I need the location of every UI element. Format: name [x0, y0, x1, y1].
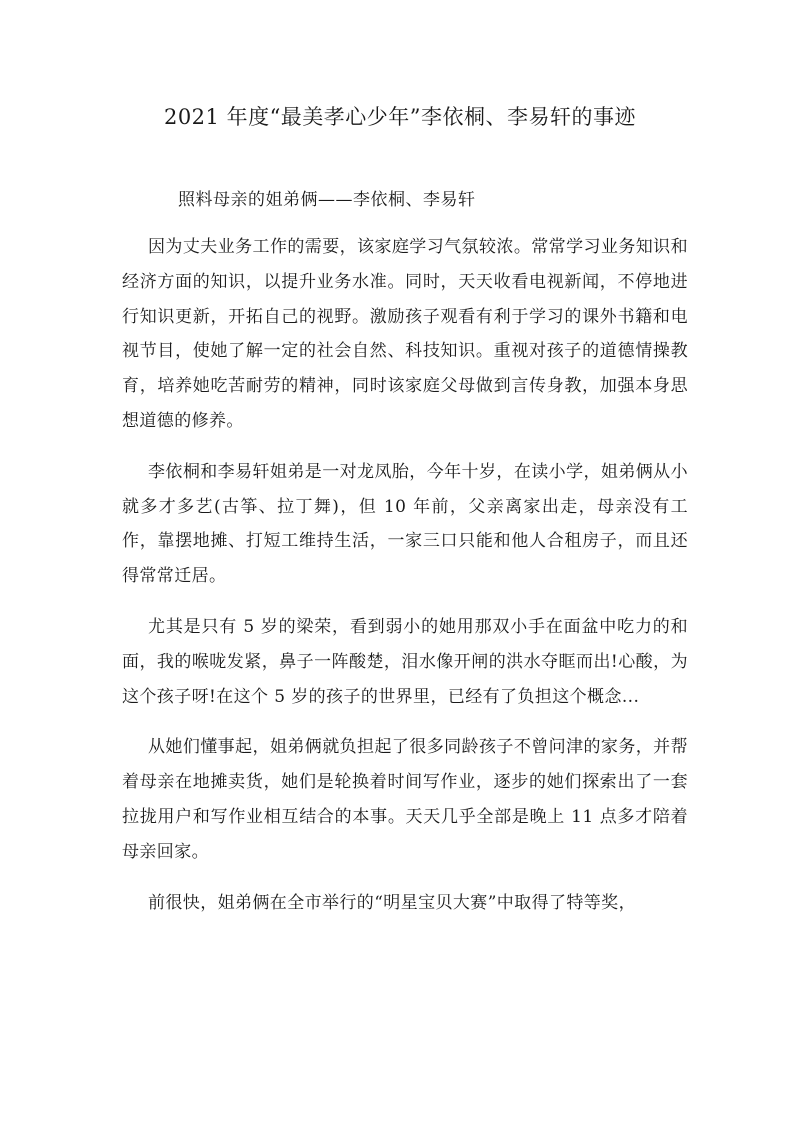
paragraph-3: 尤其是只有 5 岁的梁荣，看到弱小的她用那双小手在面盆中吃力的和面，我的喉咙发紧，鼻子一阵酸楚，泪水像开闸的洪水夺眶而出!心酸，为这个孩子呀!在这个 5 岁的孩子的世界里，已经有了负担这个概念... [122, 616, 688, 707]
document-subtitle: 照料母亲的姐弟俩——李依桐、李易轩 [178, 190, 476, 210]
document-title: 2021 年度“最美孝心少年”李依桐、李易轩的事迹 [163, 105, 637, 129]
document-body [122, 230, 688, 936]
paragraph-4: 从她们懂事起，姐弟俩就负担起了很多同龄孩子不曾问津的家务，并帮着母亲在地摊卖货，她们是轮换着时间写作业，逐步的她们探索出了一套拉拢用户和写作业相互结合的本事。天天几乎全部是晚上 11 点多才陪着母亲回家。 [122, 737, 688, 862]
paragraph-2: 李依桐和李易轩姐弟是一对龙凤胎，今年十岁，在读小学，姐弟俩从小就多才多艺(古筝、拉丁舞)，但 10 年前，父亲离家出走，母亲没有工作，靠摆地摊、打短工维持生活，一家三口只能和他人合租房子，而且还得常常迁居。 [122, 461, 688, 587]
paragraph-5: 前很快，姐弟俩在全市举行的“明星宝贝大赛”中取得了特等奖， [148, 892, 636, 913]
paragraph-1: 因为丈夫业务工作的需要，该家庭学习气氛较浓。常常学习业务知识和经济方面的知识，以提升业务水准。同时，天天收看电视新闻，不停地进行知识更新，开拓自己的视野。激励孩子观看有利于学习的课外书籍和电视节目，使她了解一定的社会自然、科技知识。重视对孩子的道德情操教育，培养她吃苦耐劳的精神，同时该家庭父母做到言传身教，加强本身思想道德的修养。 [122, 237, 688, 431]
